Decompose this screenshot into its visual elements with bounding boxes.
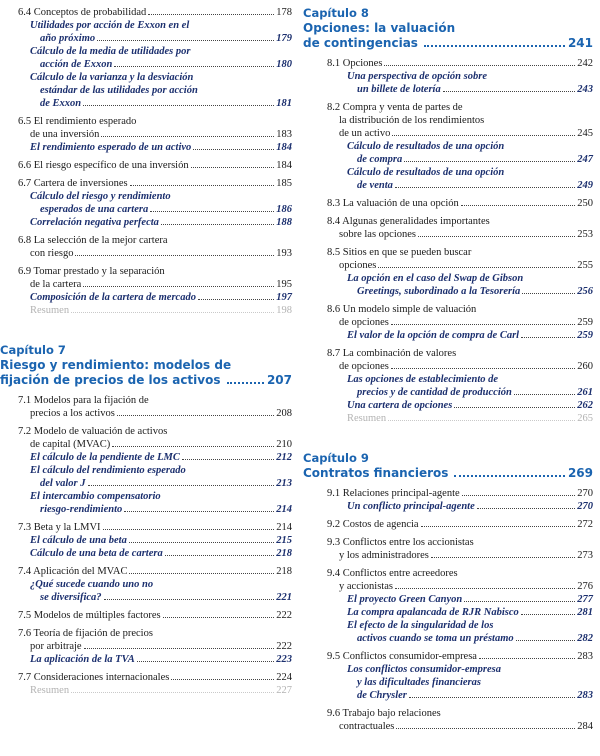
leader-dots <box>522 293 575 294</box>
leader-dots <box>161 224 274 225</box>
page-number: 260 <box>577 361 593 372</box>
toc-entry <box>0 609 292 622</box>
leader-dots <box>171 679 274 680</box>
toc-entry <box>0 671 292 684</box>
chapter-sections <box>0 394 292 697</box>
page-number: 221 <box>276 592 292 603</box>
page-number: 185 <box>276 178 292 189</box>
leader-dots <box>391 324 575 325</box>
entry-text: Cálculo de resultados de una opción <box>347 141 505 152</box>
entry-text: 8.6 Un modelo simple de valuación <box>327 304 477 315</box>
leader-dots <box>88 485 275 486</box>
page-number: 210 <box>276 439 292 450</box>
entry-text: 8.4 Algunas generalidades importantes <box>327 216 490 227</box>
chapter-sections <box>303 57 593 425</box>
chapter-6-sections <box>0 6 292 317</box>
entry-text: Cálculo de la media de utilidades por <box>30 46 191 57</box>
toc-subentry <box>303 373 593 399</box>
entry-text: 7.7 Consideraciones internacionales <box>18 672 170 683</box>
leader-dots <box>97 40 274 41</box>
entry-text: 7.3 Beta y la LMVI <box>18 522 101 533</box>
entry-text: y accionistas <box>339 581 393 592</box>
leader-dots <box>514 394 575 395</box>
entry-text: y las dificultades financieras <box>357 677 481 688</box>
toc-subentry <box>303 593 593 606</box>
entry-text: 6.8 La selección de la mejor cartera <box>18 235 168 246</box>
toc-entry <box>303 303 593 329</box>
entry-text: esperados de una cartera <box>40 204 149 215</box>
leader-dots <box>477 508 576 509</box>
toc-entry <box>303 246 593 272</box>
page-number: 255 <box>577 260 593 271</box>
page-number: 212 <box>276 452 292 463</box>
leader-dots <box>521 337 575 338</box>
page-number: 179 <box>276 33 292 44</box>
page-number: 178 <box>276 7 292 18</box>
page-number: 242 <box>577 58 593 69</box>
leader-dots <box>388 420 575 421</box>
toc-entry <box>303 347 593 373</box>
page-number: 218 <box>276 548 292 559</box>
page-number: 270 <box>577 501 593 512</box>
page-number: 222 <box>276 610 292 621</box>
entry-text: Correlación negativa perfecta <box>30 217 159 228</box>
entry-text: riesgo-rendimiento <box>40 504 123 515</box>
toc-entry <box>303 487 593 500</box>
chapter-7 <box>0 343 292 697</box>
toc-entry <box>303 57 593 70</box>
entry-text: 6.7 Cartera de inversiones <box>18 178 128 189</box>
entry-text: de Exxon <box>40 98 82 109</box>
page-number: 284 <box>577 721 593 732</box>
entry-text: 8.1 Opciones <box>327 58 383 69</box>
leader-dots <box>461 205 575 206</box>
entry-text: de un activo <box>339 128 391 139</box>
leader-dots <box>418 236 575 237</box>
leader-dots <box>71 692 274 693</box>
page-number: 282 <box>577 633 593 644</box>
toc-subentry <box>0 653 292 666</box>
leader-dots <box>396 728 575 729</box>
chapter-page-number: 241 <box>567 36 593 50</box>
page-number: 261 <box>577 387 593 398</box>
toc-summary-entry <box>303 412 593 425</box>
leader-dots <box>454 475 565 477</box>
entry-text: sobre las opciones <box>339 229 416 240</box>
page-number: 262 <box>577 400 593 411</box>
leader-dots <box>392 135 575 136</box>
entry-text: Resumen <box>347 413 387 424</box>
leader-dots <box>464 601 575 602</box>
entry-text: 9.5 Conflictos consumidor-empresa <box>327 651 477 662</box>
entry-text: acción de Exxon <box>40 59 113 70</box>
entry-text: de la cartera <box>30 279 82 290</box>
chapter-label: Capítulo 9 <box>303 451 369 465</box>
page-number: 223 <box>276 654 292 665</box>
toc-entry <box>0 234 292 260</box>
leader-dots <box>391 368 575 369</box>
leader-dots <box>104 599 275 600</box>
entry-text: y los administradores <box>339 550 429 561</box>
toc-entry <box>303 197 593 210</box>
entry-text: ¿Qué sucede cuando uno no <box>30 579 154 590</box>
leader-dots <box>384 65 575 66</box>
entry-text: Un conflicto principal-agente <box>347 501 475 512</box>
entry-text: 6.5 El rendimiento esperado <box>18 116 137 127</box>
page-number: 245 <box>577 128 593 139</box>
toc-entry <box>303 101 593 140</box>
entry-text: El cálculo de una beta <box>30 535 127 546</box>
leader-dots <box>479 658 575 659</box>
page-number: 195 <box>276 279 292 290</box>
entry-text: Las opciones de establecimiento de <box>347 374 499 385</box>
entry-text: El cálculo de la pendiente de LMC <box>30 452 180 463</box>
chapter-title: Opciones: la valuación <box>303 21 456 35</box>
page-number: 281 <box>577 607 593 618</box>
entry-text: La compra apalancada de RJR Nabisco <box>347 607 519 618</box>
page-number: 197 <box>276 292 292 303</box>
entry-text: Utilidades por acción de Exxon en el <box>30 20 190 31</box>
page-number: 183 <box>276 129 292 140</box>
page-number: 283 <box>577 651 593 662</box>
entry-text: contractuales <box>339 721 395 732</box>
page-number: 253 <box>577 229 593 240</box>
entry-text: El rendimiento esperado de un activo <box>30 142 192 153</box>
entry-text: 8.5 Sitios en que se pueden buscar <box>327 247 472 258</box>
page-number: 256 <box>577 286 593 297</box>
toc-subentry <box>0 216 292 229</box>
toc-entry <box>0 425 292 451</box>
page-number: 259 <box>577 330 593 341</box>
entry-text: 9.4 Conflictos entre acreedores <box>327 568 458 579</box>
leader-dots <box>462 495 576 496</box>
leader-dots <box>165 555 275 556</box>
page-number: 224 <box>276 672 292 683</box>
leader-dots <box>443 91 576 92</box>
page-number: 214 <box>276 522 292 533</box>
chapter-page-number: 207 <box>266 373 292 387</box>
leader-dots <box>137 661 274 662</box>
entry-text: 6.6 El riesgo específico de una inversión <box>18 160 189 171</box>
entry-text: Cálculo del riesgo y rendimiento <box>30 191 171 202</box>
entry-text: El proyecto Green Canyon <box>347 594 463 605</box>
leader-dots <box>75 255 274 256</box>
entry-text: opciones <box>339 260 377 271</box>
leader-dots <box>83 286 274 287</box>
page-number: 198 <box>276 305 292 316</box>
chapter-title: de contingencias <box>303 36 418 50</box>
toc-subentry <box>0 578 292 604</box>
chapter-title: Riesgo y rendimiento: modelos de <box>0 358 232 372</box>
entry-text: El intercambio compensatorio <box>30 491 161 502</box>
entry-text: activos cuando se toma un préstamo <box>357 633 514 644</box>
entry-text: Una perspectiva de opción sobre <box>347 71 487 82</box>
entry-text: se diversifica? <box>40 592 102 603</box>
entry-text: 6.9 Tomar prestado y la separación <box>18 266 165 277</box>
toc-subentry <box>0 464 292 490</box>
toc-subentry <box>303 606 593 619</box>
page-number: 222 <box>276 641 292 652</box>
entry-text: 8.3 La valuación de una opción <box>327 198 459 209</box>
leader-dots <box>112 446 274 447</box>
page-number: 283 <box>577 690 593 701</box>
entry-text: Cálculo de la varianza y la desviación <box>30 72 194 83</box>
entry-text: Una cartera de opciones <box>347 400 453 411</box>
entry-text: 9.1 Relaciones principal-agente <box>327 488 460 499</box>
page-number: 227 <box>276 685 292 696</box>
chapter-title: fijación de precios de los activos <box>0 373 221 387</box>
leader-dots <box>193 149 274 150</box>
toc-summary-entry <box>0 684 292 697</box>
page-number: 273 <box>577 550 593 561</box>
leader-dots <box>182 459 274 460</box>
page-number: 208 <box>276 408 292 419</box>
leader-dots <box>424 45 565 47</box>
entry-text: por arbitraje <box>30 641 82 652</box>
entry-text: precios y de cantidad de producción <box>357 387 512 398</box>
toc-subentry <box>0 19 292 45</box>
page-number: 247 <box>577 154 593 165</box>
chapter-title: Contratos financieros <box>303 466 449 480</box>
entry-text: 9.3 Conflictos entre los accionistas <box>327 537 474 548</box>
leader-dots <box>150 211 274 212</box>
toc-subentry <box>303 166 593 192</box>
toc-entry <box>0 521 292 534</box>
page-number: 259 <box>577 317 593 328</box>
toc-subentry <box>303 272 593 298</box>
leader-dots <box>521 614 575 615</box>
leader-dots <box>421 526 576 527</box>
page-number: 180 <box>276 59 292 70</box>
leader-dots <box>84 648 275 649</box>
toc-subentry <box>0 45 292 71</box>
entry-text: Resumen <box>30 685 70 696</box>
leader-dots <box>198 299 274 300</box>
toc-entry <box>303 215 593 241</box>
toc-entry <box>303 650 593 663</box>
leader-dots <box>395 187 575 188</box>
entry-text: Cálculo de una beta de cartera <box>30 548 163 559</box>
toc-entry <box>303 536 593 562</box>
page-number: 215 <box>276 535 292 546</box>
entry-text: 7.6 Teoría de fijación de precios <box>18 628 153 639</box>
entry-text: Composición de la cartera de mercado <box>30 292 196 303</box>
entry-text: un billete de lotería <box>357 84 441 95</box>
page-number: 249 <box>577 180 593 191</box>
toc-right-column <box>303 6 593 733</box>
toc-entry <box>0 265 292 291</box>
leader-dots <box>101 136 274 137</box>
toc-entry <box>0 627 292 653</box>
leader-dots <box>103 529 275 530</box>
leader-dots <box>83 105 274 106</box>
leader-dots <box>117 415 274 416</box>
entry-text: de capital (MVAC) <box>30 439 111 450</box>
entry-text: de opciones <box>339 361 389 372</box>
chapter-sections <box>303 487 593 733</box>
entry-text: Los conflictos consumidor-empresa <box>347 664 501 675</box>
toc-subentry <box>303 140 593 166</box>
entry-text: Cálculo de resultados de una opción <box>347 167 505 178</box>
page-number: 272 <box>577 519 593 530</box>
toc-subentry <box>0 71 292 110</box>
entry-text: 8.7 La combinación de valores <box>327 348 457 359</box>
entry-text: La aplicación de la TVA <box>30 654 135 665</box>
leader-dots <box>227 382 264 384</box>
leader-dots <box>163 617 275 618</box>
leader-dots <box>404 161 575 162</box>
entry-text: del valor J <box>40 478 86 489</box>
entry-text: El cálculo del rendimiento esperado <box>30 465 186 476</box>
entry-text: de Chrysler <box>357 690 407 701</box>
toc-subentry <box>303 500 593 513</box>
leader-dots <box>409 697 575 698</box>
toc-entry <box>0 115 292 141</box>
entry-text: precios a los activos <box>30 408 115 419</box>
page-number: 265 <box>577 413 593 424</box>
entry-text: 6.4 Conceptos de probabilidad <box>18 7 147 18</box>
toc-entry <box>0 177 292 190</box>
leader-dots <box>454 407 575 408</box>
page-number: 243 <box>577 84 593 95</box>
entry-text: El valor de la opción de compra de Carl <box>347 330 520 341</box>
entry-text: Greetings, subordinado a la Tesorería <box>357 286 521 297</box>
page-number: 250 <box>577 198 593 209</box>
entry-text: con riesgo <box>30 248 74 259</box>
toc-subentry <box>0 291 292 304</box>
entry-text: La opción en el caso del Swap de Gibson <box>347 273 524 284</box>
toc-summary-entry <box>0 304 292 317</box>
toc-entry <box>303 567 593 593</box>
leader-dots <box>516 640 576 641</box>
entry-text: de una inversión <box>30 129 100 140</box>
page-number: 186 <box>276 204 292 215</box>
leader-dots <box>71 312 274 313</box>
entry-text: 9.2 Costos de agencia <box>327 519 419 530</box>
toc-subentry <box>303 70 593 96</box>
leader-dots <box>378 267 575 268</box>
leader-dots <box>124 511 274 512</box>
entry-text: año próximo <box>40 33 96 44</box>
toc-subentry <box>0 547 292 560</box>
leader-dots <box>114 66 274 67</box>
chapter-label: Capítulo 8 <box>303 6 369 20</box>
page-number: 218 <box>276 566 292 577</box>
toc-subentry <box>0 190 292 216</box>
toc-subentry <box>0 451 292 464</box>
toc-left-column <box>0 6 292 697</box>
page-number: 214 <box>276 504 292 515</box>
entry-text: 9.6 Trabajo bajo relaciones <box>327 708 441 719</box>
toc-entry <box>0 159 292 172</box>
toc-subentry <box>303 619 593 645</box>
toc-entry <box>0 565 292 578</box>
page-number: 277 <box>577 594 593 605</box>
leader-dots <box>395 588 575 589</box>
toc-subentry <box>303 663 593 702</box>
entry-text: la distribución de los rendimientos <box>339 115 485 126</box>
leader-dots <box>129 573 274 574</box>
toc-entry <box>303 707 593 733</box>
toc-entry <box>303 518 593 531</box>
leader-dots <box>431 557 575 558</box>
page-number: 193 <box>276 248 292 259</box>
leader-dots <box>129 542 274 543</box>
page-number: 276 <box>577 581 593 592</box>
toc-entry <box>0 394 292 420</box>
entry-text: 8.2 Compra y venta de partes de <box>327 102 463 113</box>
page-number: 184 <box>276 160 292 171</box>
leader-dots <box>130 185 275 186</box>
toc-subentry <box>0 141 292 154</box>
entry-text: de compra <box>357 154 403 165</box>
chapter-label: Capítulo 7 <box>0 343 66 357</box>
page-number: 213 <box>276 478 292 489</box>
entry-text: de venta <box>357 180 393 191</box>
entry-text: Resumen <box>30 305 70 316</box>
toc-subentry <box>0 490 292 516</box>
entry-text: 7.2 Modelo de valuación de activos <box>18 426 168 437</box>
chapter-8 <box>303 6 593 425</box>
entry-text: 7.1 Modelos para la fijación de <box>18 395 149 406</box>
entry-text: estándar de las utilidades por acción <box>40 85 198 96</box>
chapter-page-number: 269 <box>567 466 593 480</box>
entry-text: de opciones <box>339 317 389 328</box>
chapter-9 <box>303 451 593 733</box>
entry-text: 7.5 Modelos de múltiples factores <box>18 610 161 621</box>
leader-dots <box>148 14 274 15</box>
toc-subentry <box>0 534 292 547</box>
toc-subentry <box>303 399 593 412</box>
entry-text: El efecto de la singularidad de los <box>347 620 494 631</box>
page-number: 184 <box>276 142 292 153</box>
entry-text: 7.4 Aplicación del MVAC <box>18 566 128 577</box>
page-number: 181 <box>276 98 292 109</box>
page-number: 270 <box>577 488 593 499</box>
leader-dots <box>191 167 275 168</box>
page-number: 188 <box>276 217 292 228</box>
toc-entry <box>0 6 292 19</box>
toc-subentry <box>303 329 593 342</box>
